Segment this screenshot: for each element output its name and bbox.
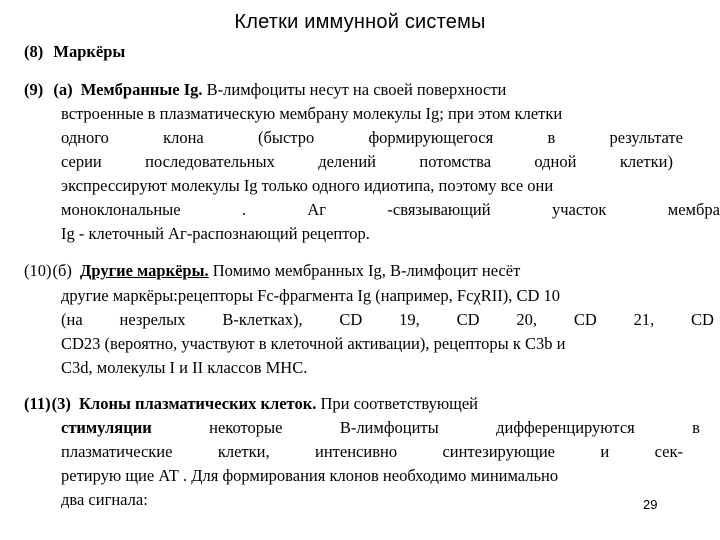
- item-9-line-5: экспрессируют молекулы Ig только одного идиотипа, поэтому все они: [61, 176, 554, 195]
- item-10-line-4: CD23 (вероятно, участвуют в клеточной активации), рецепторы к C3b и: [61, 334, 566, 353]
- item-9-line-4: серии последовательных делений потомства одной клетки): [61, 152, 673, 171]
- item-8-text: Маркёры: [53, 42, 126, 61]
- item-11-heading: Клоны плазматических клеток.: [78, 394, 317, 413]
- item-9-line-3: одного клона (быстро формирующегося в результате: [61, 128, 683, 147]
- item-10-line-1: [24, 261, 520, 281]
- item-8-number: (8): [24, 42, 44, 61]
- item-11-number: (11): [24, 394, 51, 413]
- item-9-line-7: Ig - клеточный Аг-распознающий рецептор.: [61, 224, 370, 243]
- item-11-text: При соответствующей: [320, 394, 479, 413]
- item-10-number: (10): [24, 261, 52, 280]
- item-10-label: (б): [52, 261, 72, 280]
- item-9-line-2: встроенные в плазматическую мембрану молекулы Ig; при этом клетки: [61, 104, 563, 123]
- item-11-label: (3): [51, 394, 71, 413]
- item-10-line-3: (на незрелых В-клетках), CD 19, CD 20, CD 21, CD: [61, 310, 714, 329]
- item-9-heading: Мембранные Ig.: [80, 80, 203, 99]
- item-10-line-5: C3d, молекулы I и II классов МНС.: [61, 358, 308, 377]
- item-9-line-1: [24, 80, 506, 100]
- item-10-line-2: другие маркёры:рецепторы Fc-фрагмента Ig (например, FcχRII), CD 10: [61, 286, 560, 305]
- item-11-line-4: ретирую щие АТ . Для формирования клонов необходимо минимально: [61, 466, 559, 485]
- item-11-line-1: [24, 394, 478, 414]
- item-11-line-3: плазматические клетки, интенсивно синтезирующие и сек-: [61, 442, 683, 461]
- item-10-heading: Другие маркёры.: [80, 261, 209, 280]
- item-9-line-6: моноклональные . Аг -связывающий участок мембра: [61, 200, 720, 219]
- item-10-text: Помимо мембранных Ig, В-лимфоцит несёт: [212, 261, 521, 280]
- slide-title: Клетки иммунной системы: [234, 11, 486, 33]
- page-number: 29: [643, 497, 658, 512]
- item-11-line-5: два сигнала:: [61, 490, 148, 509]
- item-8: [24, 42, 125, 62]
- item-9-label: (а): [53, 80, 73, 99]
- item-11-line-2: стимуляции некоторые В-лимфоциты дифференцируются в: [61, 418, 700, 437]
- item-9-number: (9): [24, 80, 44, 99]
- item-9-text: В-лимфоциты несут на своей поверхности: [206, 80, 507, 99]
